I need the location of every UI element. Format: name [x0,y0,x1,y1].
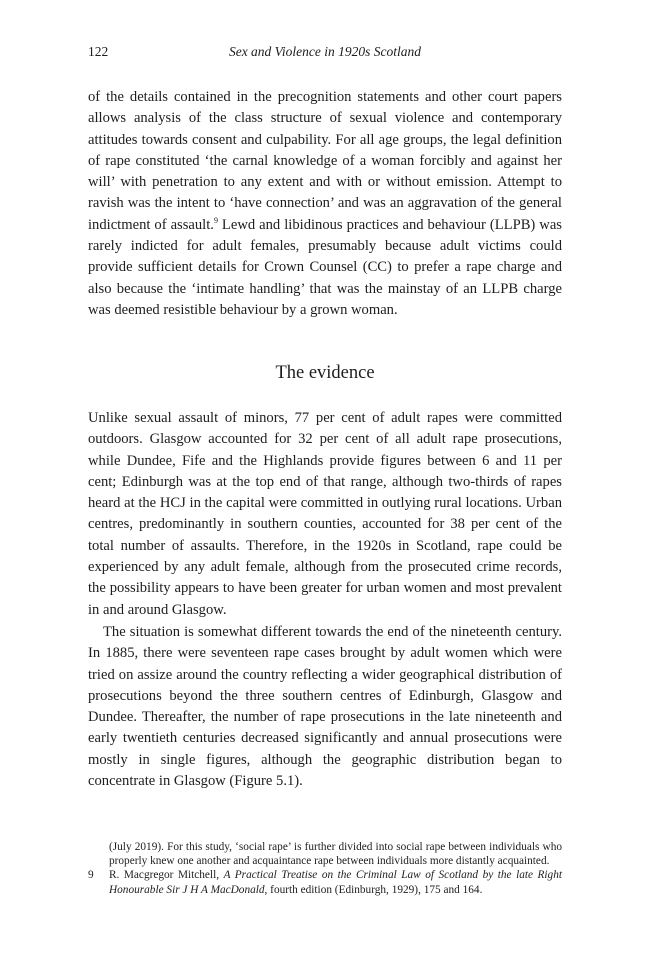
footnotes [88,840,562,897]
footnote-reference-9[interactable]: 9 [213,215,218,225]
footnote-number: 9 [88,869,94,882]
footnote-book-title: A Practical Treatise on the Criminal Law of Scotland by the late Right Honourable Sir J H A MacDonald [109,869,562,896]
footnote-continued: (July 2019). For this study, ‘social rape’ is further divided into social rape between individuals who properly knew one another and acquaintance rape between individuals more distantly acquainted. [109,841,562,868]
footnote-author: R. Macgregor Mitchell, [109,869,224,882]
page-number: 122 [88,44,109,59]
section-heading: The evidence [275,363,375,383]
paragraph-1-text-b: Lewd and libidinous practices and behaviour (LLPB) was rarely indicted for adult females, presumably because adult victims could provide sufficient details for Crown Counsel (CC) to prefer a rape charge and also because the ‘intimate handling’ that was the mainstay of an LLPB charge was deemed resistible behaviour by a grown woman. [88,216,562,318]
body-paragraph-2: Unlike sexual assault of minors, 77 per cent of adult rapes were committed outdoors. Glasgow accounted for 32 per cent of all adult rape prosecutions, while Dundee, Fife and the Highlands provide figures between 6 and 11 per cent; Edinburgh was at the top end of that range, although two-thirds of rapes heard at the HCJ in the capital were committed in outlying rural locations. Urban centres, predominantly in southern counties, accounted for 38 per cent of the total number of assaults. Therefore, in the 1920s in Scotland, rape could be experienced by any adult female, although from the prosecuted crime records, the possibility appears to have been greater for urban women and most prevalent in and around Glasgow. [88,410,562,618]
body-paragraph-3: The situation is somewhat different towards the end of the nineteenth century. In 1885, there were seventeen rape cases brought by adult women which were tried on assize around the country reflecting a wider geographical distribution of prosecutions beyond the three southern centres of Edinburgh, Glasgow and Dundee. Thereafter, the number of rape prosecutions in the late nineteenth and early twentieth centuries decreased significantly and annual prosecutions were mostly in single figures, although the geographic distribution began to concentrate in Glasgow (Figure 5.1). [88,624,562,790]
running-title: Sex and Violence in 1920s Scotland [228,44,422,59]
paragraph-1-text-a: of the details contained in the precognition statements and other court papers allows analysis of the class structure of sexual violence and contemporary attitudes towards consent and culpability. For all age groups, the legal definition of rape constituted ‘the carnal knowledge of a woman forcibly and against her will’ with penetration to any extent and with or without emission. Attempt to ravish was the intent to ‘have connection’ and was an aggravation of the general indictment of assault. [88,89,562,233]
running-header [88,44,562,64]
body-paragraph-1 [88,87,562,321]
footnote-rest: , fourth edition (Edinburgh, 1929), 175 and 164. [264,883,483,896]
footnote-9 [88,868,562,896]
